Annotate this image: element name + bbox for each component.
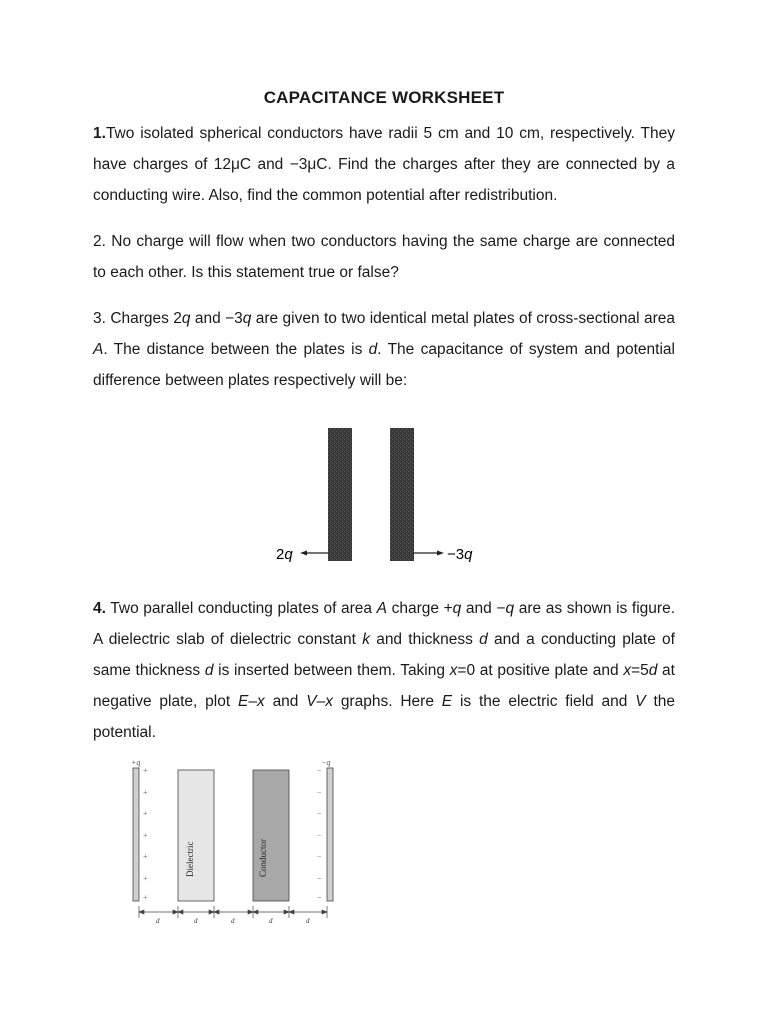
- question-number: 4.: [93, 600, 106, 617]
- svg-text:d: d: [231, 917, 235, 925]
- svg-text:−: −: [317, 809, 322, 818]
- left-arrowhead: [300, 551, 307, 556]
- math-var: x: [623, 662, 632, 679]
- text-run: =5: [631, 662, 649, 679]
- text-run: the potential.: [93, 693, 675, 741]
- text-run: are as shown is figure. A dielectric slab of dielectric constant: [93, 600, 675, 648]
- page-title: CAPACITANCE WORKSHEET: [263, 88, 505, 107]
- math-var: k: [362, 631, 370, 648]
- text-run: at negative plate, plot: [93, 662, 675, 710]
- right-arrowhead: [437, 551, 444, 556]
- math-var: d: [368, 341, 378, 358]
- question-4: [93, 593, 675, 748]
- text-run: Charges 2: [110, 310, 182, 327]
- question-number: 3.: [93, 310, 106, 327]
- svg-text:−: −: [317, 788, 322, 797]
- text-run: is the electric field and: [452, 693, 636, 710]
- math-var: E: [238, 693, 249, 710]
- left-charge-label: [276, 546, 293, 563]
- svg-text:+: +: [143, 809, 148, 818]
- text-run: Two parallel conducting plates of area: [105, 600, 377, 617]
- text-run: . The capacitance of system and potential difference between plates respectively will be:: [93, 341, 675, 389]
- svg-text:−: −: [317, 852, 322, 861]
- minus-signs: [317, 766, 322, 902]
- math-var: V: [306, 693, 317, 710]
- dielectric-slab: [178, 770, 214, 901]
- text-run: and thickness: [369, 631, 480, 648]
- text-run: and a conducting plate of same thickness: [93, 631, 675, 679]
- right-charge-label: [447, 546, 473, 563]
- text-run: and −3: [190, 310, 243, 327]
- right-plate: [390, 428, 414, 561]
- svg-text:+: +: [143, 788, 148, 797]
- label-num: 2: [276, 546, 285, 563]
- question-number: 2.: [93, 233, 106, 250]
- plus-signs: [143, 766, 148, 902]
- svg-text:−: −: [317, 831, 322, 840]
- math-var: d: [204, 662, 214, 679]
- svg-text:+: +: [143, 852, 148, 861]
- question-2: [93, 226, 675, 288]
- math-var: A: [93, 341, 104, 358]
- gap-labels: [156, 917, 310, 925]
- svg-text:−: −: [317, 766, 322, 775]
- minus-q-label: −q: [321, 758, 331, 767]
- text-run: and: [264, 693, 307, 710]
- two-plates-figure: [270, 425, 500, 570]
- svg-text:+: +: [143, 893, 148, 902]
- question-1: [93, 118, 675, 211]
- question-text: No charge will flow when two conductors having the same charge are connected to each other. Is this statement true or false?: [93, 233, 675, 281]
- math-var: q: [181, 310, 191, 327]
- plus-q-label: +q: [131, 758, 141, 767]
- math-var: d: [648, 662, 658, 679]
- text-run: . The distance between the plates is: [103, 341, 369, 358]
- svg-text:+: +: [143, 766, 148, 775]
- negative-plate: [327, 768, 333, 901]
- conductor-slab: [253, 770, 289, 901]
- left-plate: [328, 428, 352, 561]
- text-run: charge +: [386, 600, 453, 617]
- label-var: q: [284, 546, 293, 563]
- dielectric-conductor-figure: [125, 755, 340, 927]
- text-run: is inserted between them. Taking: [213, 662, 450, 679]
- math-var: x: [449, 662, 458, 679]
- label-num: −3: [447, 546, 465, 563]
- question-text: Two isolated spherical conductors have radii 5 cm and 10 cm, respectively. They have charges of 12μC and −3μC. Find the charges after they are connected by a conducting wire. Also, find the common potential after redistribution.: [93, 125, 675, 204]
- math-var: A: [376, 600, 387, 617]
- text-run: =0 at positive plate and: [457, 662, 624, 679]
- svg-text:d: d: [194, 917, 198, 925]
- dielectric-label: Dielectric: [185, 841, 195, 877]
- text-run: are given to two identical metal plates of cross-sectional area: [251, 310, 675, 327]
- text-run: graphs. Here: [332, 693, 442, 710]
- math-var: E: [441, 693, 453, 710]
- math-var: q: [452, 600, 462, 617]
- math-var: q: [242, 310, 252, 327]
- svg-text:+: +: [143, 874, 148, 883]
- math-var: d: [479, 631, 488, 648]
- svg-text:d: d: [269, 917, 273, 925]
- math-var: q: [505, 600, 515, 617]
- svg-text:d: d: [156, 917, 160, 925]
- positive-plate: [133, 768, 139, 901]
- svg-text:+: +: [143, 831, 148, 840]
- math-var: V: [635, 693, 646, 710]
- svg-text:−: −: [317, 874, 322, 883]
- text-run: –: [248, 693, 257, 710]
- svg-text:d: d: [306, 917, 310, 925]
- question-3: [93, 303, 675, 396]
- question-number: 1.: [93, 125, 106, 142]
- conductor-label: Conductor: [258, 839, 268, 877]
- math-var: x: [256, 693, 265, 710]
- text-run: and −: [461, 600, 506, 617]
- svg-text:−: −: [317, 893, 322, 902]
- math-var: x: [325, 693, 333, 710]
- text-run: –: [316, 693, 326, 710]
- label-var: q: [464, 546, 473, 563]
